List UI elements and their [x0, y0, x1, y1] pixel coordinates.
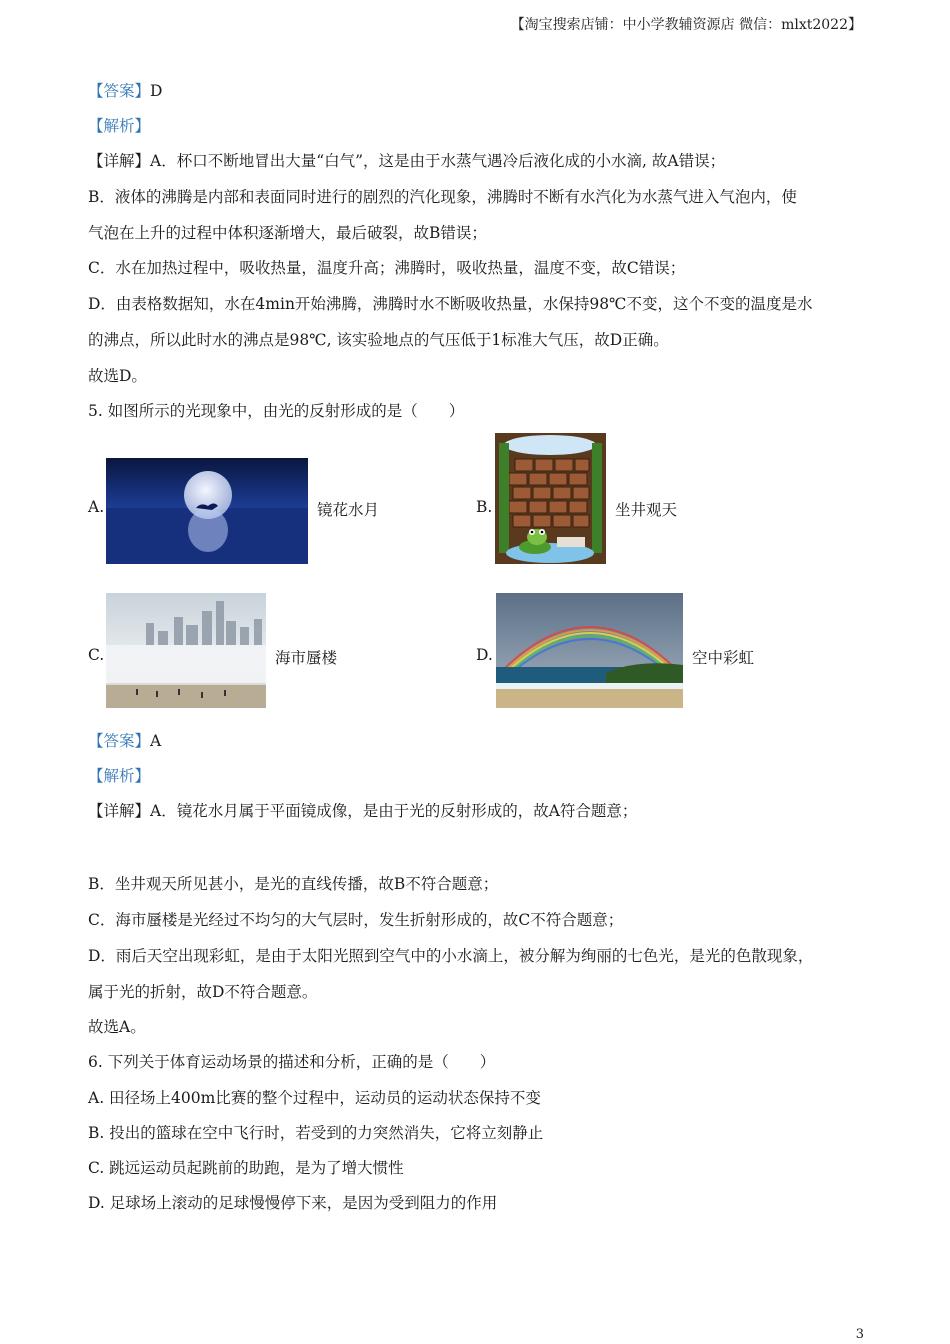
q5-detail-4: D．雨后天空出现彩虹，是由于太阳光照到空气中的小水滴上，被分解为绚丽的七色光，是光的色散现象， [88, 947, 814, 965]
q5-option-d-label: D. [476, 646, 493, 664]
q5-option-c-caption: 海市蜃楼 [275, 649, 338, 667]
frog-in-well-image [495, 433, 606, 564]
q5-stem: 5. 如图所示的光现象中，由光的反射形成的是（ ） [88, 402, 465, 420]
page-header: 【淘宝搜索店铺：中小学教辅资源店 微信：mlxt2022】 [510, 17, 862, 33]
q5-analysis-tag: 【解析】 [88, 767, 151, 785]
q6-option-d: D. 足球场上滚动的足球慢慢停下来，是因为受到阻力的作用 [88, 1194, 498, 1212]
q4-detail-1 [88, 151, 725, 171]
q4-detail-2: B．液体的沸腾是内部和表面同时进行的剧烈的汽化现象，沸腾时不断有水汽化为水蒸气进入气泡内，使 [88, 188, 797, 206]
q5-option-a-caption: 镜花水月 [317, 501, 380, 519]
q5-detail-3: C．海市蜃楼是光经过不均匀的大气层时，发生折射形成的，故C不符合题意； [88, 911, 624, 929]
q5-detail-1 [88, 801, 637, 821]
q4-answer-line [88, 81, 162, 101]
q6-option-b: B. 投出的篮球在空中飞行时，若受到的力突然消失，它将立刻静止 [88, 1124, 544, 1142]
q4-detail-6: 的沸点，所以此时水的沸点是98℃, 该实验地点的气压低于1标准大气压，故D正确。 [88, 331, 669, 349]
detail-tag: 【详解】 [88, 802, 151, 820]
answer-tag: 【答案】 [88, 82, 151, 100]
q6-option-c: C. 跳远运动员起跳前的助跑，是为了增大惯性 [88, 1159, 404, 1177]
q5-option-c-label: C. [88, 646, 105, 664]
answer-tag: 【答案】 [88, 732, 151, 750]
rainbow-image [496, 593, 683, 708]
q4-detail-4: C．水在加热过程中，吸收热量，温度升高；沸腾时，吸收热量，温度不变，故C错误； [88, 259, 686, 277]
q4-conclusion: 故选D。 [88, 367, 147, 385]
q5-conclusion: 故选A。 [88, 1018, 146, 1036]
detail-tag: 【详解】 [88, 152, 151, 170]
q5-answer-line [88, 731, 161, 751]
q4-detail-5: D．由表格数据知，水在4min开始沸腾，沸腾时水不断吸收热量，水保持98℃不变，这个不变的温度是水 [88, 295, 813, 313]
answer-value: D [150, 82, 163, 100]
q4-detail-3: 气泡在上升的过程中体积逐渐增大，最后破裂，故B错误； [88, 224, 487, 242]
q5-detail-2: B．坐井观天所见甚小，是光的直线传播，故B不符合题意； [88, 875, 499, 893]
moon-reflection-image [106, 458, 308, 564]
q6-stem: 6. 下列关于体育运动场景的描述和分析，正确的是（ ） [88, 1053, 496, 1071]
page-number: 3 [855, 1327, 864, 1342]
q5-detail-5: 属于光的折射，故D不符合题意。 [88, 983, 318, 1001]
q5-option-d-caption: 空中彩虹 [692, 649, 755, 667]
detail-text: A．镜花水月属于平面镜成像，是由于光的反射形成的，故A符合题意； [150, 802, 638, 820]
detail-text: A．杯口不断地冒出大量“白气”，这是由于水蒸气遇冷后液化成的小水滴, 故A错误； [150, 152, 726, 170]
q5-option-b-caption: 坐井观天 [615, 501, 678, 519]
q5-option-a-label: A. [88, 498, 105, 516]
mirage-city-image [106, 593, 266, 708]
q5-option-b-label: B. [476, 498, 493, 516]
answer-value: A [150, 732, 162, 750]
q4-analysis-tag: 【解析】 [88, 117, 151, 135]
q6-option-a: A. 田径场上400m比赛的整个过程中，运动员的运动状态保持不变 [88, 1089, 541, 1107]
